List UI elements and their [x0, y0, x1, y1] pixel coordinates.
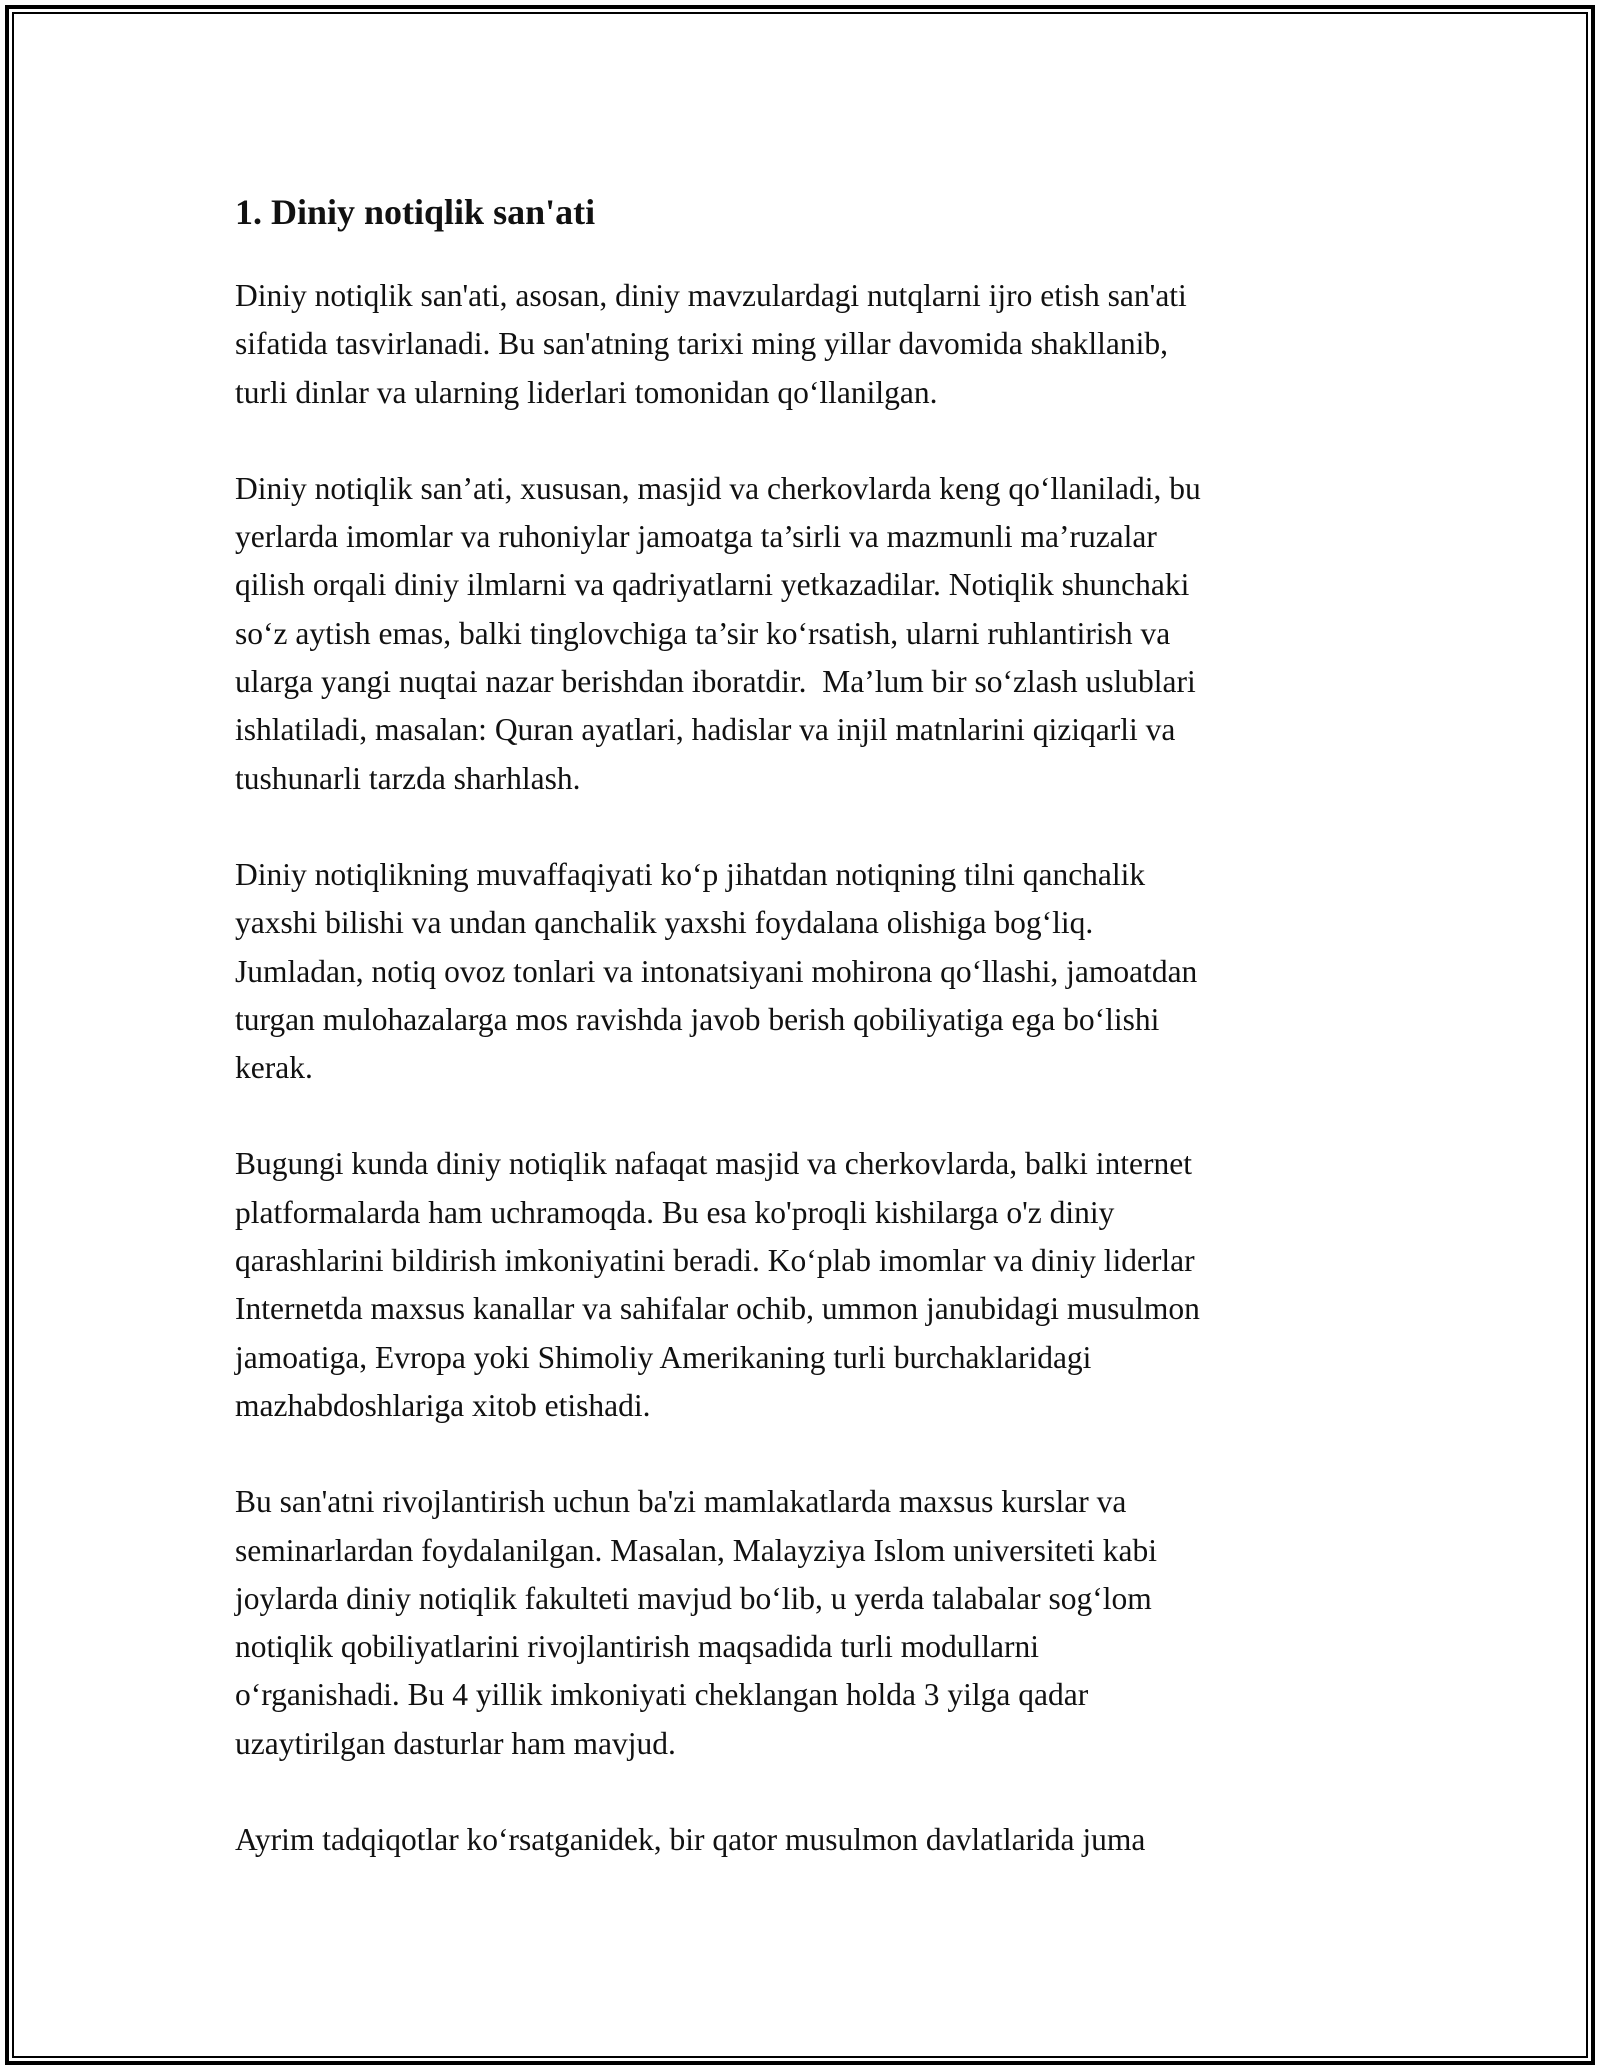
text-line: notiqlik qobiliyatlarini rivojlantirish maqsadida turli modullarni: [235, 1629, 1040, 1665]
section-heading: 1. Diniy notiqlik san'ati: [235, 192, 596, 232]
text-line: Diniy notiqlikning muvaffaqiyati ko‘p jihatdan notiqning tilni qanchalik: [235, 856, 1146, 892]
text-line: Diniy notiqlik san'ati, asosan, diniy mavzulardagi nutqlarni ijro etish san'ati: [235, 278, 1187, 313]
text-line: jamoatiga, Evropa yoki Shimoliy Amerikaning turli burchaklaridagi: [235, 1339, 1092, 1375]
text-line: kerak.: [235, 1050, 313, 1086]
paragraph-6: [235, 1816, 1375, 1864]
text-line: sifatida tasvirlanadi. Bu san'atning tarixi ming yillar davomida shakllanib,: [235, 326, 1168, 362]
text-line: Ayrim tadqiqotlar ko‘rsatganidek, bir qator musulmon davlatlarida juma: [235, 1822, 1146, 1858]
paragraph-4: [235, 1140, 1375, 1430]
document-body: [235, 186, 1375, 1912]
text-line: tushunarli tarzda sharhlash.: [235, 760, 581, 796]
text-line: o‘rganishadi. Bu 4 yillik imkoniyati cheklangan holda 3 yilga qadar: [235, 1677, 1089, 1713]
text-line: yerlarda imomlar va ruhoniylar jamoatga ta’sirli va mazmunli ma’ruzalar: [235, 519, 1157, 555]
text-line: qarashlarini bildirish imkoniyatini beradi. Ko‘plab imomlar va diniy liderlar: [235, 1243, 1195, 1279]
text-line: ularga yangi nuqtai nazar berishdan iboratdir. Ma’lum bir so‘zlash uslublari: [235, 664, 1196, 700]
text-line: seminarlardan foydalanilgan. Masalan, Malayziya Islom universiteti kabi: [235, 1532, 1157, 1568]
paragraph-1: [235, 272, 1375, 417]
text-line: platformalarda ham uchramoqda. Bu esa ko'proqli kishilarga o'z diniy: [235, 1194, 1115, 1230]
text-line: ishlatiladi, masalan: Quran ayatlari, hadislar va injil matnlarini qiziqarli va: [235, 712, 1176, 748]
paragraph-3: [235, 851, 1375, 1092]
text-line: qilish orqali diniy ilmlarni va qadriyatlarni yetkazadilar. Notiqlik shunchaki: [235, 567, 1190, 603]
text-line: Diniy notiqlik san’ati, xususan, masjid va cherkovlarda keng qo‘llaniladi, bu: [235, 470, 1201, 506]
text-line: uzaytirilgan dasturlar ham mavjud.: [235, 1725, 676, 1761]
text-line: Bugungi kunda diniy notiqlik nafaqat masjid va cherkovlarda, balki internet: [235, 1146, 1193, 1182]
text-line: Bu san'atni rivojlantirish uchun ba'zi mamlakatlarda maxsus kurslar va: [235, 1484, 1127, 1520]
paragraph-2: [235, 465, 1375, 803]
text-line: joylarda diniy notiqlik fakulteti mavjud bo‘lib, u yerda talabalar sog‘lom: [235, 1580, 1152, 1616]
text-line: turli dinlar va ularning liderlari tomonidan qo‘llanilgan.: [235, 374, 938, 410]
text-line: Jumladan, notiq ovoz tonlari va intonatsiyani mohirona qo‘llashi, jamoatdan: [235, 953, 1198, 989]
paragraph-5: [235, 1478, 1375, 1768]
text-line: so‘z aytish emas, balki tinglovchiga ta’sir ko‘rsatish, ularni ruhlantirish va: [235, 615, 1171, 651]
text-line: yaxshi bilishi va undan qanchalik yaxshi foydalana olishiga bog‘liq.: [235, 905, 1094, 941]
text-line: turgan mulohazalarga mos ravishda javob berish qobiliyatiga ega bo‘lishi: [235, 1001, 1160, 1037]
text-line: Internetda maxsus kanallar va sahifalar ochib, ummon janubidagi musulmon: [235, 1291, 1200, 1327]
text-line: mazhabdoshlariga xitob etishadi.: [235, 1387, 651, 1423]
